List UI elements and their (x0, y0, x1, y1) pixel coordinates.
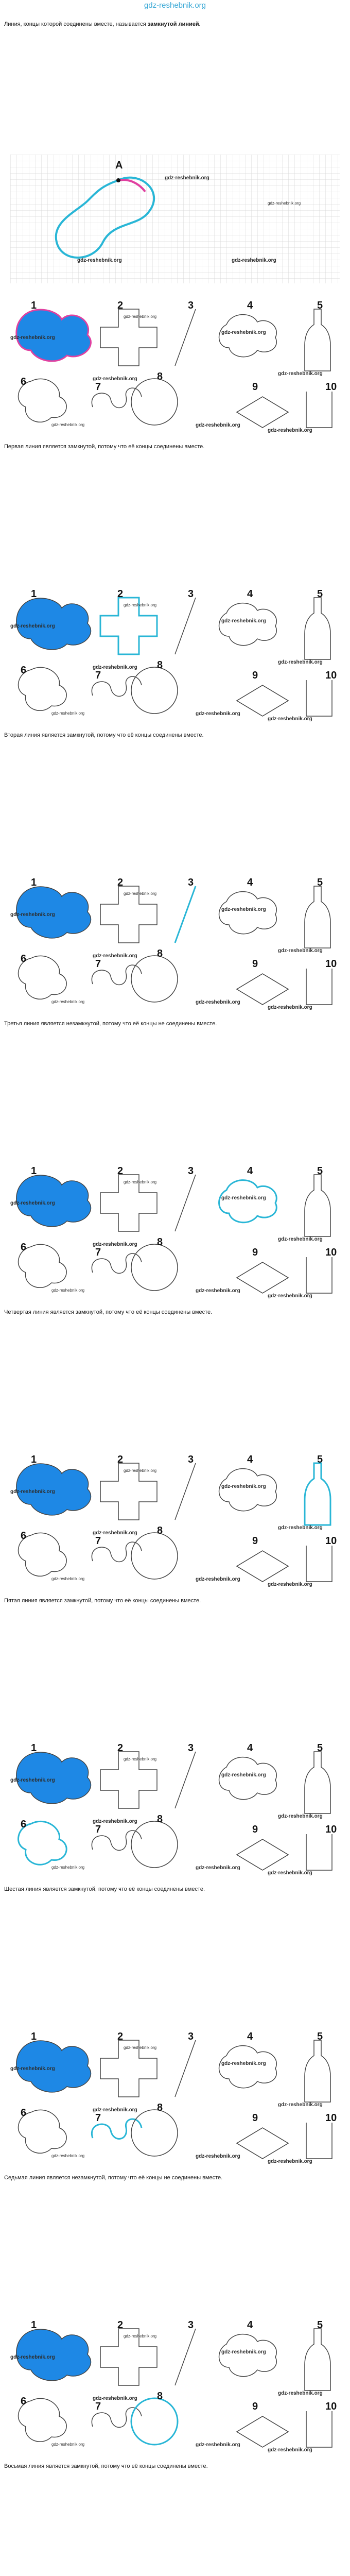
watermark: gdz-reshebnik.org (93, 2396, 137, 2401)
figure-number: 1 (31, 588, 37, 600)
figure-4 (219, 2334, 277, 2377)
figure-number: 10 (325, 958, 337, 970)
figure-number: 2 (117, 1165, 124, 1177)
watermark: gdz-reshebnik.org (51, 999, 85, 1004)
figure-number: 7 (95, 1535, 101, 1547)
figure-number: 2 (117, 877, 124, 888)
figure-number: 3 (188, 2319, 194, 2331)
figures-panel (10, 587, 340, 726)
figure-4 (219, 603, 277, 646)
intro-text: Линия, концы которой соединены вместе, называется (4, 21, 148, 27)
watermark: gdz-reshebnik.org (221, 2061, 266, 2066)
site-title[interactable]: gdz-reshebnik.org (144, 1, 206, 10)
figure-number: 10 (325, 381, 337, 393)
figure-number: 9 (252, 1824, 258, 1835)
figure-5 (305, 2329, 330, 2391)
watermark: gdz-reshebnik.org (51, 2154, 85, 2158)
figure-number: 10 (325, 1824, 337, 1835)
watermark: gdz-reshebnik.org (196, 999, 240, 1005)
watermark: gdz-reshebnik.org (165, 175, 209, 181)
figure-number: 4 (247, 2031, 253, 2042)
point-a-label: А (115, 160, 123, 171)
figure-caption: Третья линия является незамкнутой, потому что её концы не соединены вместе. (4, 1021, 217, 1027)
figure-8 (131, 379, 178, 425)
watermark: gdz-reshebnik.org (196, 2154, 240, 2159)
figure-number: 5 (317, 1454, 323, 1465)
figure-number: 9 (252, 958, 258, 970)
watermark: gdz-reshebnik.org (10, 2066, 55, 2072)
figure-number: 3 (188, 2031, 194, 2042)
watermark: gdz-reshebnik.org (51, 422, 85, 427)
figure-number: 3 (188, 588, 194, 600)
figure-number: 2 (117, 588, 124, 600)
figure-number: 2 (117, 1454, 124, 1465)
figure-4 (219, 1757, 277, 1800)
watermark: gdz-reshebnik.org (196, 1288, 240, 1294)
figures-svg (10, 2318, 340, 2458)
figure-9 (237, 2416, 288, 2447)
watermark: gdz-reshebnik.org (93, 665, 137, 670)
figure-number: 1 (31, 1165, 37, 1177)
figure-8 (131, 956, 178, 1002)
watermark: gdz-reshebnik.org (10, 1489, 55, 1495)
figure-number: 5 (317, 877, 323, 888)
figure-9 (237, 685, 288, 716)
figure-number: 10 (325, 1247, 337, 1258)
figure-9 (237, 2128, 288, 2159)
watermark: gdz-reshebnik.org (278, 371, 323, 377)
watermark: gdz-reshebnik.org (124, 1468, 157, 1473)
watermark: gdz-reshebnik.org (124, 603, 157, 607)
figure-number: 6 (21, 953, 27, 964)
watermark: gdz-reshebnik.org (196, 711, 240, 717)
figure-10 (306, 1546, 332, 1582)
watermark: gdz-reshebnik.org (278, 1525, 323, 1531)
figures-panel (10, 1164, 340, 1303)
figure-4 (219, 2046, 277, 2088)
figure-number: 9 (252, 381, 258, 393)
watermark: gdz-reshebnik.org (10, 2354, 55, 2360)
watermark: gdz-reshebnik.org (268, 2159, 312, 2164)
figures-svg (10, 2030, 340, 2169)
figure-3 (175, 309, 196, 366)
grid-svg (10, 155, 340, 283)
figure-5 (305, 598, 330, 659)
watermark: gdz-reshebnik.org (221, 1772, 266, 1778)
figure-number: 1 (31, 2031, 37, 2042)
figure-3 (175, 886, 196, 943)
figure-number: 7 (95, 381, 101, 393)
figure-4 (219, 892, 277, 934)
watermark: gdz-reshebnik.org (93, 1530, 137, 1536)
figure-number: 5 (317, 1165, 323, 1177)
figure-caption: Вторая линия является замкнутой, потому что её концы соединены вместе. (4, 732, 204, 738)
figure-number: 1 (31, 1742, 37, 1754)
figure-8 (131, 667, 178, 714)
figure-3 (175, 2040, 196, 2097)
watermark: gdz-reshebnik.org (124, 1757, 157, 1761)
figure-10 (306, 2411, 332, 2447)
figure-number: 4 (247, 2319, 253, 2331)
figure-number: 7 (95, 1247, 101, 1258)
figure-number: 4 (247, 877, 253, 888)
figure-number: 8 (157, 1525, 163, 1536)
watermark: gdz-reshebnik.org (232, 258, 276, 263)
figure-number: 4 (247, 300, 253, 311)
watermark: gdz-reshebnik.org (93, 1819, 137, 1824)
figure-5 (305, 1463, 330, 1525)
figure-caption: Восьмая линия является замкнутой, потому что её концы соединены вместе. (4, 2463, 208, 2469)
figure-5 (305, 886, 330, 948)
watermark: gdz-reshebnik.org (221, 618, 266, 624)
figure-number: 2 (117, 2319, 124, 2331)
figures-svg (10, 299, 340, 438)
figures-panel (10, 876, 340, 1015)
figure-number: 1 (31, 2319, 37, 2331)
figure-caption: Седьмая линия является незамкнутой, потому что её концы не соединены вместе. (4, 2175, 223, 2181)
watermark: gdz-reshebnik.org (278, 1814, 323, 1819)
figure-10 (306, 1834, 332, 1870)
figures-panel (10, 1741, 340, 1880)
figure-5 (305, 1752, 330, 1814)
figure-9 (237, 1839, 288, 1870)
figures-svg (10, 1741, 340, 1880)
watermark: gdz-reshebnik.org (221, 330, 266, 335)
figure-number: 6 (21, 376, 27, 387)
figure-10 (306, 680, 332, 716)
figures-panel (10, 299, 340, 438)
figure-10 (306, 392, 332, 428)
watermark: gdz-reshebnik.org (268, 1582, 312, 1587)
figure-4 (219, 315, 277, 357)
figure-10 (306, 1257, 332, 1293)
watermark: gdz-reshebnik.org (278, 2102, 323, 2108)
figure-3 (175, 1752, 196, 1808)
watermark: gdz-reshebnik.org (124, 314, 157, 319)
watermark: gdz-reshebnik.org (268, 1005, 312, 1010)
watermark: gdz-reshebnik.org (93, 1242, 137, 1247)
figure-number: 3 (188, 1742, 194, 1754)
figure-number: 8 (157, 659, 163, 671)
figures-svg (10, 1164, 340, 1303)
figure-number: 8 (157, 1814, 163, 1825)
watermark: gdz-reshebnik.org (10, 623, 55, 629)
figure-number: 2 (117, 1742, 124, 1754)
watermark: gdz-reshebnik.org (51, 2442, 85, 2447)
figure-number: 7 (95, 1824, 101, 1835)
figure-number: 9 (252, 670, 258, 681)
watermark: gdz-reshebnik.org (221, 907, 266, 912)
figure-number: 9 (252, 1247, 258, 1258)
figure-number: 5 (317, 2031, 323, 2042)
figure-number: 3 (188, 877, 194, 888)
figures-svg (10, 1453, 340, 1592)
watermark: gdz-reshebnik.org (51, 1865, 85, 1870)
watermark: gdz-reshebnik.org (51, 1577, 85, 1581)
watermark: gdz-reshebnik.org (278, 659, 323, 665)
watermark: gdz-reshebnik.org (93, 376, 137, 382)
figure-number: 6 (21, 2396, 27, 2407)
figure-10 (306, 969, 332, 1005)
figure-number: 8 (157, 371, 163, 382)
watermark: gdz-reshebnik.org (10, 912, 55, 918)
figure-number: 7 (95, 2401, 101, 2412)
figure-number: 7 (95, 958, 101, 970)
watermark: gdz-reshebnik.org (278, 1236, 323, 1242)
figure-8 (131, 1821, 178, 1868)
figure-number: 8 (157, 2391, 163, 2402)
figure-number: 1 (31, 300, 37, 311)
figure-number: 10 (325, 2112, 337, 2124)
figure-caption: Пятая линия является замкнутой, потому что её концы соединены вместе. (4, 1598, 201, 1604)
figure-number: 1 (31, 877, 37, 888)
intro-term: замкнутой линией. (147, 21, 201, 27)
watermark: gdz-reshebnik.org (10, 1200, 55, 1206)
figure-number: 10 (325, 670, 337, 681)
watermark: gdz-reshebnik.org (77, 258, 122, 263)
figure-10 (306, 2123, 332, 2159)
watermark: gdz-reshebnik.org (221, 2349, 266, 2355)
watermark: gdz-reshebnik.org (10, 1777, 55, 1783)
figure-number: 10 (325, 2401, 337, 2412)
watermark: gdz-reshebnik.org (93, 2107, 137, 2113)
watermark: gdz-reshebnik.org (10, 335, 55, 341)
figure-number: 9 (252, 1535, 258, 1547)
figure-number: 3 (188, 300, 194, 311)
figure-4 (219, 1180, 277, 1223)
figure-5 (305, 2040, 330, 2102)
figure-number: 6 (21, 1242, 27, 1253)
figure-number: 5 (317, 588, 323, 600)
figures-panel (10, 2030, 340, 2169)
figure-number: 6 (21, 665, 27, 676)
watermark: gdz-reshebnik.org (268, 201, 301, 206)
figure-number: 5 (317, 300, 323, 311)
watermark: gdz-reshebnik.org (124, 2045, 157, 2050)
figure-8 (131, 1244, 178, 1291)
watermark: gdz-reshebnik.org (51, 711, 85, 716)
watermark: gdz-reshebnik.org (93, 953, 137, 959)
watermark: gdz-reshebnik.org (51, 1288, 85, 1293)
figure-9 (237, 974, 288, 1005)
watermark: gdz-reshebnik.org (196, 1865, 240, 1871)
figure-number: 10 (325, 1535, 337, 1547)
watermark: gdz-reshebnik.org (196, 2442, 240, 2448)
figure-caption: Четвертая линия является замкнутой, потому что её концы соединены вместе. (4, 1309, 213, 1315)
watermark: gdz-reshebnik.org (278, 2391, 323, 2396)
watermark: gdz-reshebnik.org (268, 1870, 312, 1876)
figure-5 (305, 1175, 330, 1236)
figure-number: 9 (252, 2401, 258, 2412)
figure-3 (175, 1463, 196, 1520)
watermark: gdz-reshebnik.org (278, 948, 323, 954)
figure-number: 8 (157, 948, 163, 959)
figure-number: 4 (247, 1454, 253, 1465)
figure-number: 2 (117, 2031, 124, 2042)
figures-svg (10, 587, 340, 726)
figure-number: 2 (117, 300, 124, 311)
watermark: gdz-reshebnik.org (124, 891, 157, 896)
watermark: gdz-reshebnik.org (268, 716, 312, 722)
figure-9 (237, 1262, 288, 1293)
figure-5 (305, 309, 330, 371)
figure-number: 4 (247, 588, 253, 600)
watermark: gdz-reshebnik.org (124, 1180, 157, 1184)
figure-8 (131, 1533, 178, 1579)
figure-4 (219, 1469, 277, 1511)
figures-panel (10, 1453, 340, 1592)
watermark: gdz-reshebnik.org (124, 2334, 157, 2338)
figure-number: 9 (252, 2112, 258, 2124)
figure-number: 3 (188, 1165, 194, 1177)
figure-number: 6 (21, 1819, 27, 1830)
figure-3 (175, 2329, 196, 2385)
figure-3 (175, 1175, 196, 1231)
figure-number: 8 (157, 1236, 163, 1248)
figure-9 (237, 1551, 288, 1582)
figure-number: 4 (247, 1742, 253, 1754)
figure-number: 5 (317, 1742, 323, 1754)
figure-8 (131, 2398, 178, 2445)
figure-3 (175, 598, 196, 654)
watermark: gdz-reshebnik.org (196, 1577, 240, 1582)
watermark: gdz-reshebnik.org (196, 422, 240, 428)
figure-number: 3 (188, 1454, 194, 1465)
figures-svg (10, 876, 340, 1015)
figures-panel (10, 2318, 340, 2458)
grid-illustration (10, 155, 340, 283)
figure-9 (237, 397, 288, 428)
figure-number: 7 (95, 670, 101, 681)
figure-caption: Первая линия является замкнутой, потому что её концы соединены вместе. (4, 444, 205, 450)
figure-number: 5 (317, 2319, 323, 2331)
figure-number: 6 (21, 2107, 27, 2119)
figure-number: 7 (95, 2112, 101, 2124)
watermark: gdz-reshebnik.org (221, 1484, 266, 1489)
figure-number: 8 (157, 2102, 163, 2113)
figure-number: 1 (31, 1454, 37, 1465)
watermark: gdz-reshebnik.org (268, 1293, 312, 1299)
watermark: gdz-reshebnik.org (268, 428, 312, 433)
watermark: gdz-reshebnik.org (221, 1195, 266, 1201)
figure-8 (131, 2110, 178, 2156)
figure-number: 4 (247, 1165, 253, 1177)
figure-caption: Шестая линия является замкнутой, потому что её концы соединены вместе. (4, 1886, 205, 1892)
figure-number: 6 (21, 1530, 27, 1541)
watermark: gdz-reshebnik.org (268, 2447, 312, 2453)
intro-definition (4, 21, 346, 28)
